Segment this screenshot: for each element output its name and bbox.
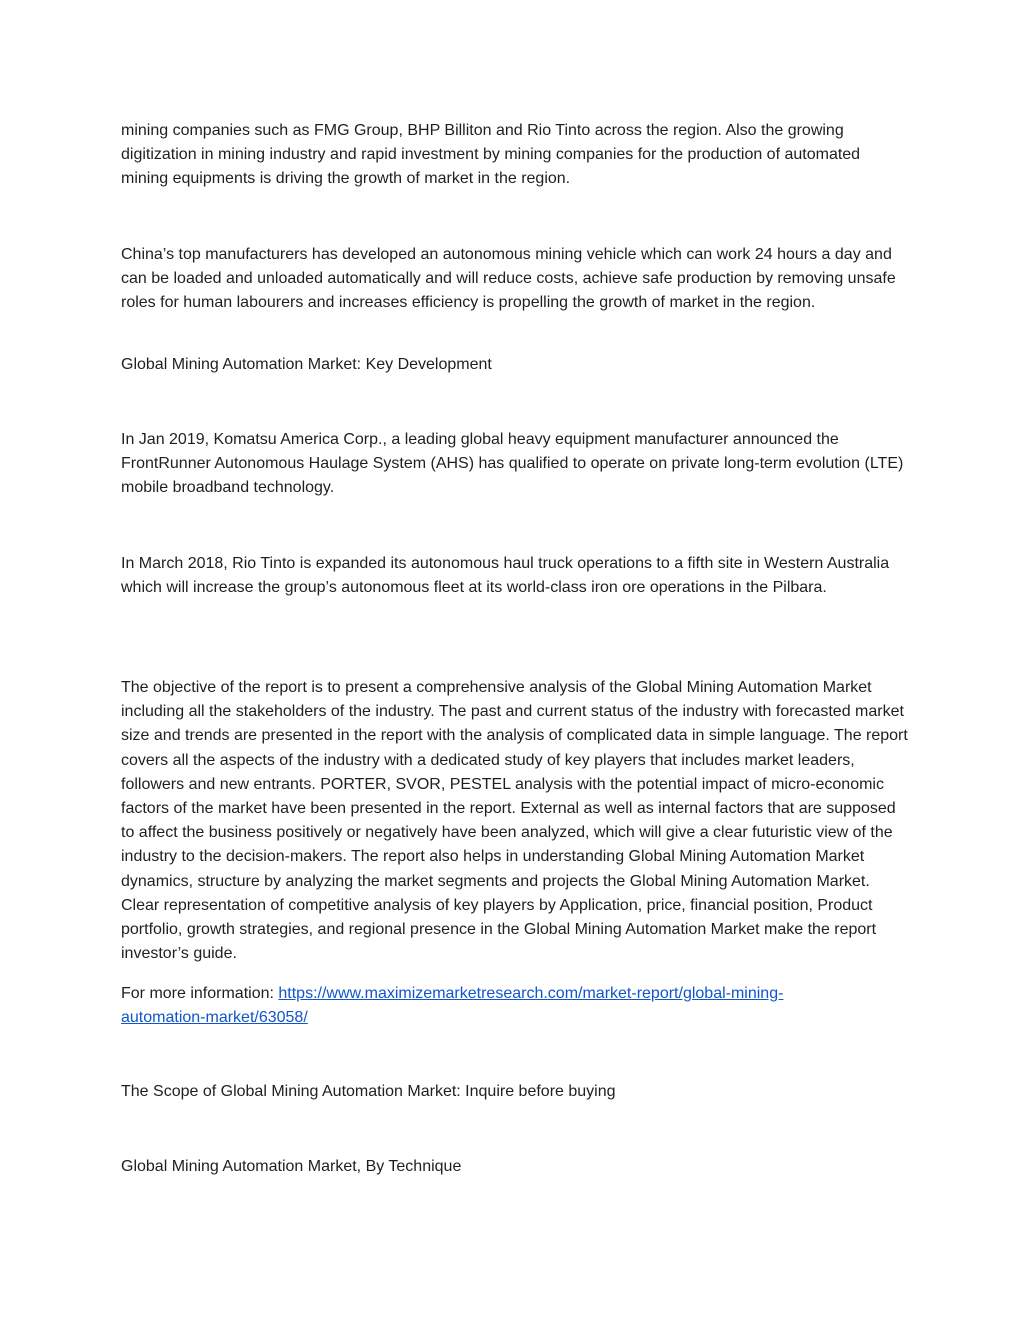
heading-by-technique: Global Mining Automation Market, By Technique — [121, 1158, 462, 1175]
heading-scope: The Scope of Global Mining Automation Market: Inquire before buying — [121, 1083, 616, 1100]
heading-key-development: Global Mining Automation Market: Key Development — [121, 356, 492, 373]
report-link-line1[interactable]: https://www.maximizemarketresearch.com/market-report/global-mining- — [278, 985, 784, 1002]
paragraph-report-objective: The objective of the report is to present a comprehensive analysis of the Global Mining Automation Market including all the stakeholders of the industry. The past and current status of the industry with forecasted market size and trends are presented in the report with the analysis of complicated data in simple language. The report covers all the aspects of the industry with a dedicated study of key players that includes market leaders, followers and new entrants. PORTER, SVOR, PESTEL analysis with the potential impact of micro-economic factors of the market have been presented in the report. External as well as internal factors that are supposed to affect the business positively or negatively have been analyzed, which will give a clear futuristic view of the industry to the decision-makers. The report also helps in understanding Global Mining Automation Market dynamics, structure by analyzing the market segments and projects the Global Mining Automation Market. Clear representation of competitive analysis of key players by Application, price, financial position, Product portfolio, growth strategies, and regional presence in the Global Mining Automation Market make the report investor’s guide. — [121, 679, 908, 963]
paragraph-komatsu: In Jan 2019, Komatsu America Corp., a leading global heavy equipment manufacturer announced the FrontRunner Autonomous Haulage System (AHS) has qualified to operate on private long-term evolution (LTE) mobile broadband technology. — [121, 431, 904, 497]
paragraph-region-growth: mining companies such as FMG Group, BHP Billiton and Rio Tinto across the region. Also the growing digitization in mining industry and rapid investment by mining companies for the production of automated mining equipments is driving the growth of market in the region. — [121, 122, 861, 188]
more-information-label: For more information: — [121, 985, 279, 1002]
paragraph-china-manufacturers: China’s top manufacturers has developed an autonomous mining vehicle which can work 24 hours a day and can be loaded and unloaded automatically and will reduce costs, achieve safe production by removing unsafe roles for human labourers and increases efficiency is propelling the growth of market in the region. — [121, 246, 896, 312]
report-link-line2[interactable]: automation-market/63058/ — [121, 1009, 308, 1027]
more-information — [121, 982, 911, 1030]
paragraph-rio-tinto: In March 2018, Rio Tinto is expanded its autonomous haul truck operations to a fifth site in Western Australia which will increase the group’s autonomous fleet at its world-class iron ore operations in the Pilbara. — [121, 555, 890, 597]
